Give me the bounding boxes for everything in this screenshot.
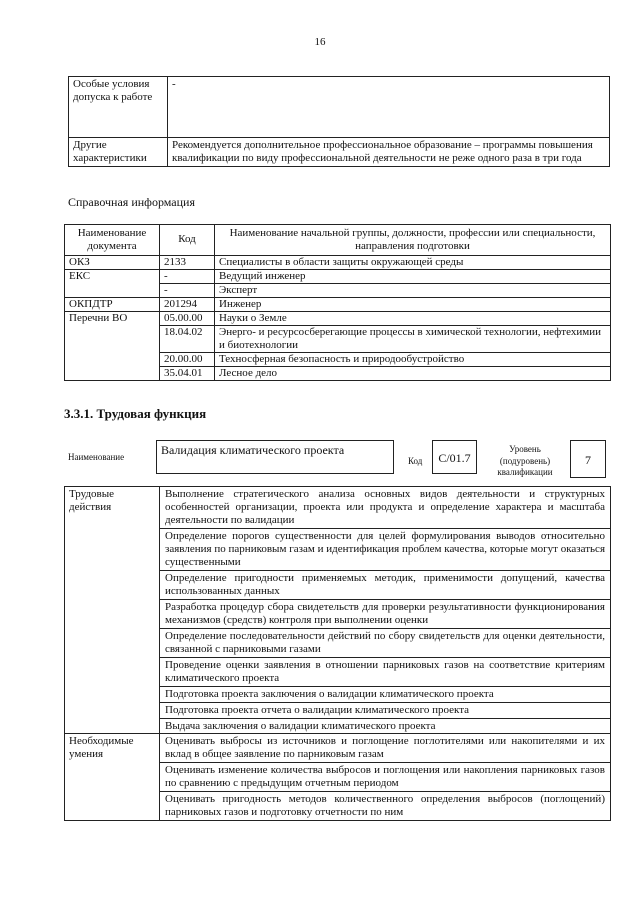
code-cell: 18.04.02 xyxy=(160,325,215,352)
header-group-name: Наименование начальной группы, должности, профессии или специальности, направления подготовки xyxy=(215,225,611,256)
function-name-value: Валидация климатического проекта xyxy=(156,440,394,474)
labor-action-item: Определение последовательности действий по сбору свидетельств для оценки деятельности, связанной с парниковыми газами xyxy=(160,628,611,657)
table-row xyxy=(65,734,611,763)
name-cell: Специалисты в области защиты окружающей среды xyxy=(215,255,611,269)
function-code-label: Код xyxy=(408,456,423,466)
code-cell: 2133 xyxy=(160,255,215,269)
function-heading: 3.3.1. Трудовая функция xyxy=(64,406,207,421)
other-characteristics-label: Другие характеристики xyxy=(69,138,168,167)
special-conditions-value: - xyxy=(168,77,610,138)
skill-item: Оценивать изменение количества выбросов и поглощения или накопления парниковых газов по сравнению с предыдущим отчетным периодом xyxy=(160,763,611,792)
labor-action-item: Выдача заключения о валидации климатического проекта xyxy=(160,718,611,734)
code-cell: 35.04.01 xyxy=(160,366,215,380)
page-number: 16 xyxy=(314,36,326,48)
code-cell: - xyxy=(160,283,215,297)
table-header-row xyxy=(65,225,611,256)
other-characteristics-value: Рекомендуется дополнительное профессиональное образование – программы повышения квалификации по виду профессиональной деятельности не реже одного раза в три года xyxy=(168,138,610,167)
labor-actions-label: Трудовые действия xyxy=(65,487,160,734)
table-row xyxy=(65,487,611,529)
skills-label: Необходимые умения xyxy=(65,734,160,821)
qualification-level-label: Уровень (подуровень) квалификации xyxy=(497,444,553,478)
qualification-level-value: 7 xyxy=(570,440,606,478)
labor-action-item: Подготовка проекта заключения о валидации климатического проекта xyxy=(160,686,611,702)
table-row xyxy=(69,138,610,167)
doc-cell: ЕКС xyxy=(65,269,160,297)
code-cell: 05.00.00 xyxy=(160,311,215,325)
function-code-value: C/01.7 xyxy=(432,440,477,474)
doc-cell: ОКЗ xyxy=(65,255,160,269)
table-row xyxy=(69,77,610,138)
name-cell: Лесное дело xyxy=(215,366,611,380)
function-name-label: Наименование xyxy=(68,452,125,462)
doc-cell: ОКПДТР xyxy=(65,297,160,311)
skill-item: Оценивать выбросы из источников и поглощение поглотителями или накопителями и их вклад в общее заявление по парниковым газам xyxy=(160,734,611,763)
special-conditions-label: Особые условия допуска к работе xyxy=(69,77,168,138)
labor-action-item: Определение порогов существенности для целей формулирования выводов относительно заявления по парниковым газам и идентификация проблем качества, которые могут оказаться существенными xyxy=(160,528,611,570)
table-row xyxy=(65,255,611,269)
labor-action-item: Разработка процедур сбора свидетельств для проверки результативности функционирования механизмов (средств) контроля при выполнении оценки xyxy=(160,599,611,628)
code-cell: - xyxy=(160,269,215,283)
name-cell: Энерго- и ресурсосберегающие процессы в химической технологии, нефтехимии и биотехнологии xyxy=(215,325,611,352)
code-cell: 20.00.00 xyxy=(160,352,215,366)
labor-action-item: Подготовка проекта отчета о валидации климатического проекта xyxy=(160,702,611,718)
code-cell: 201294 xyxy=(160,297,215,311)
function-details-table xyxy=(64,486,611,821)
name-cell: Эксперт xyxy=(215,283,611,297)
labor-action-item: Выполнение стратегического анализа основных видов деятельности и структурных особенностей организации, проекта или продукта и определение характера и масштаба деятельности по валидации xyxy=(160,487,611,529)
labor-action-item: Определение пригодности применяемых методик, применимости допущений, качества использованных данных xyxy=(160,570,611,599)
table-row xyxy=(65,311,611,325)
conditions-table xyxy=(68,76,610,167)
header-document-name: Наименование документа xyxy=(65,225,160,256)
doc-cell: Перечни ВО xyxy=(65,311,160,380)
name-cell: Инженер xyxy=(215,297,611,311)
name-cell: Ведущий инженер xyxy=(215,269,611,283)
table-row xyxy=(65,297,611,311)
table-row xyxy=(65,269,611,283)
name-cell: Науки о Земле xyxy=(215,311,611,325)
reference-title: Справочная информация xyxy=(68,195,195,209)
header-code: Код xyxy=(160,225,215,256)
labor-action-item: Проведение оценки заявления в отношении парниковых газов на соответствие критериям климатического проекта xyxy=(160,657,611,686)
reference-table xyxy=(64,224,611,381)
name-cell: Техносферная безопасность и природообустройство xyxy=(215,352,611,366)
skill-item: Оценивать пригодность методов количественного определения выбросов (поглощений) парниковых газов и подготовку отчетности по ним xyxy=(160,792,611,821)
